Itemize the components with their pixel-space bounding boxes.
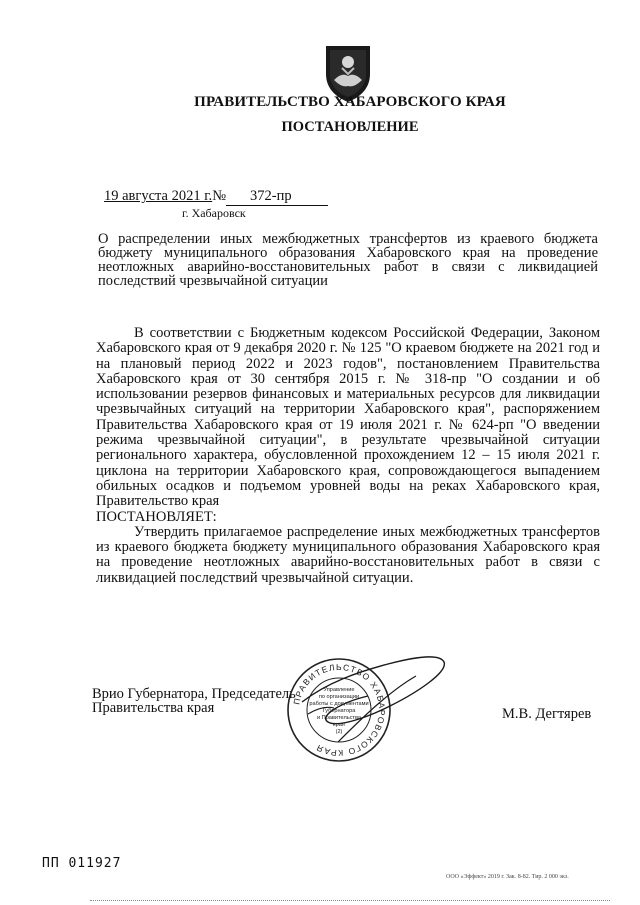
stamp-center-line: по организации [318,694,360,700]
date-number-line [104,188,328,206]
signatory-name: М.В. Дегтярев [502,706,592,722]
body-paragraph-resolution: Утвердить прилагаемое распределение иных межбюджетных трансфертов из краевого бюджета бюджету муниципального образования Хабаровского края на проведение неотложных аварийно-восстановительных работ в связи с ликвидацией последствий чрезвычайной ситуации. [96,523,600,586]
bottom-divider [90,900,610,901]
document-type: ПОСТАНОВЛЕНИЕ [281,119,419,135]
stamp-ring-text: ПРАВИТЕЛЬСТВО ХАБАРОВСКОГО КРАЯ [291,661,388,759]
signatory-position-line1: Врио Губернатора, Председатель [92,686,296,702]
stamp-center-line: края [333,722,345,728]
document-subject: О распределении иных межбюджетных трансфертов из краевого бюджета бюджету муниципального образования Хабаровского края на проведение неотложных аварийно-восстановительных работ в связи с ликвидацией последствий чрезвычайной ситуации [98,231,598,289]
body-paragraph-preamble: В соответствии с Бюджетным кодексом Российской Федерации, Законом Хабаровского края от 9 декабря 2020 г. № 125 "О краевом бюджете на 2021 год и на плановый период 2022 и 2023 годов", постановлением Правительства Хабаровского края от 30 сентября 2015 г. № 318-пр "О создании и об использовании резервов финансовых и материальных ресурсов для ликвидации чрезвычайных ситуаций на территории Хабаровского края", распоряжением Правительства Хабаровского края от 19 июля 2021 г. № 624-рп "О введении режима чрезвычайной ситуации", в результате чрезвычайной ситуации регионального характера, обусловленной прохождением 12 – 15 июля 2021 г. циклона на территории Хабаровского края, сопровождающегося выпадением обильных осадков и подъемом уровней воды на реках Хабаровского края, Правительство края [96,325,600,510]
number-sign: № [212,188,227,204]
document-body [96,326,600,586]
signatory-position-line2: Правительства края [92,700,215,716]
stamp-center-line: Губернатора [322,708,356,714]
stamp-center-line: Управление [323,687,355,693]
decree-word: ПОСТАНОВЛЯЕТ: [96,508,217,525]
handwritten-signature [298,642,448,752]
signatory-position [92,687,296,715]
document-place: г. Хабаровск [182,206,246,220]
stamp-center-line: работы с документами [309,701,369,707]
form-serial-number: ПП 011927 [42,856,122,871]
stamp-center-line: (2) [335,729,343,735]
document-date: 19 августа 2021 г. [104,188,213,204]
printer-imprint: ООО «Эффект» 2019 г. Зак. 8-82. Тир. 2 000 экз. [446,874,569,880]
organization-title: ПРАВИТЕЛЬСТВО ХАБАРОВСКОГО КРАЯ [194,94,506,110]
document-number: 372-пр [226,188,328,206]
stamp-center-line: и Правительства [317,715,361,721]
